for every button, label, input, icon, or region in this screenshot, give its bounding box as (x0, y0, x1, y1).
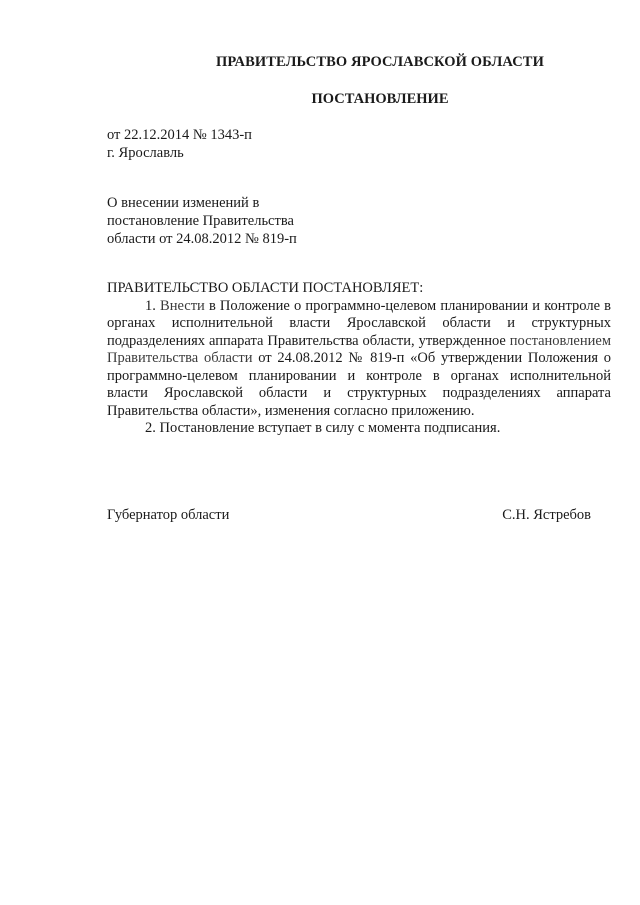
signatory-name: С.Н. Ястребов (502, 507, 591, 523)
link-postanovlenie[interactable]: постановлением Правительства области (107, 332, 611, 366)
decree-heading: ПРАВИТЕЛЬСТВО ОБЛАСТИ ПОСТАНОВЛЯЕТ: (107, 280, 424, 296)
paragraph-1-text-2: от 24.08.2012 № 819-п «Об утверждении Положения о программно-целевом планировании и контроле в органах исполнительной власти Ярославской области и структурных подразделениях аппарата Правительства области», изменения согласно приложению. (107, 350, 611, 419)
subject-line-1: О внесении изменений в (107, 195, 260, 211)
document-meta (107, 126, 252, 162)
link-vnesti[interactable]: Внести (160, 297, 205, 314)
subject-line-3: области от 24.08.2012 № 819-п (107, 231, 297, 247)
subject-line-2: постановление Правительства (107, 213, 294, 229)
decree-body (107, 280, 611, 438)
paragraph-1-text-1: в Положение о программно-целевом планировании и контроле в органах исполнительной власти Ярославской области и структурных подразделениях аппарата Правительства области, утвержденное (107, 297, 612, 349)
paragraph-1-number: 1. (145, 297, 161, 314)
paragraph-2: 2. Постановление вступает в силу с момента подписания. (145, 420, 501, 436)
signature-block (107, 507, 591, 524)
date-number: от 22.12.2014 № 1343-п (107, 127, 252, 143)
city: г. Ярославль (107, 145, 184, 161)
paragraph-1 (107, 298, 611, 421)
government-title: ПРАВИТЕЛЬСТВО ЯРОСЛАВСКОЙ ОБЛАСТИ (216, 54, 544, 70)
signatory-position: Губернатор области (107, 507, 230, 523)
document-type: ПОСТАНОВЛЕНИЕ (311, 91, 449, 107)
document-subject (107, 194, 297, 248)
